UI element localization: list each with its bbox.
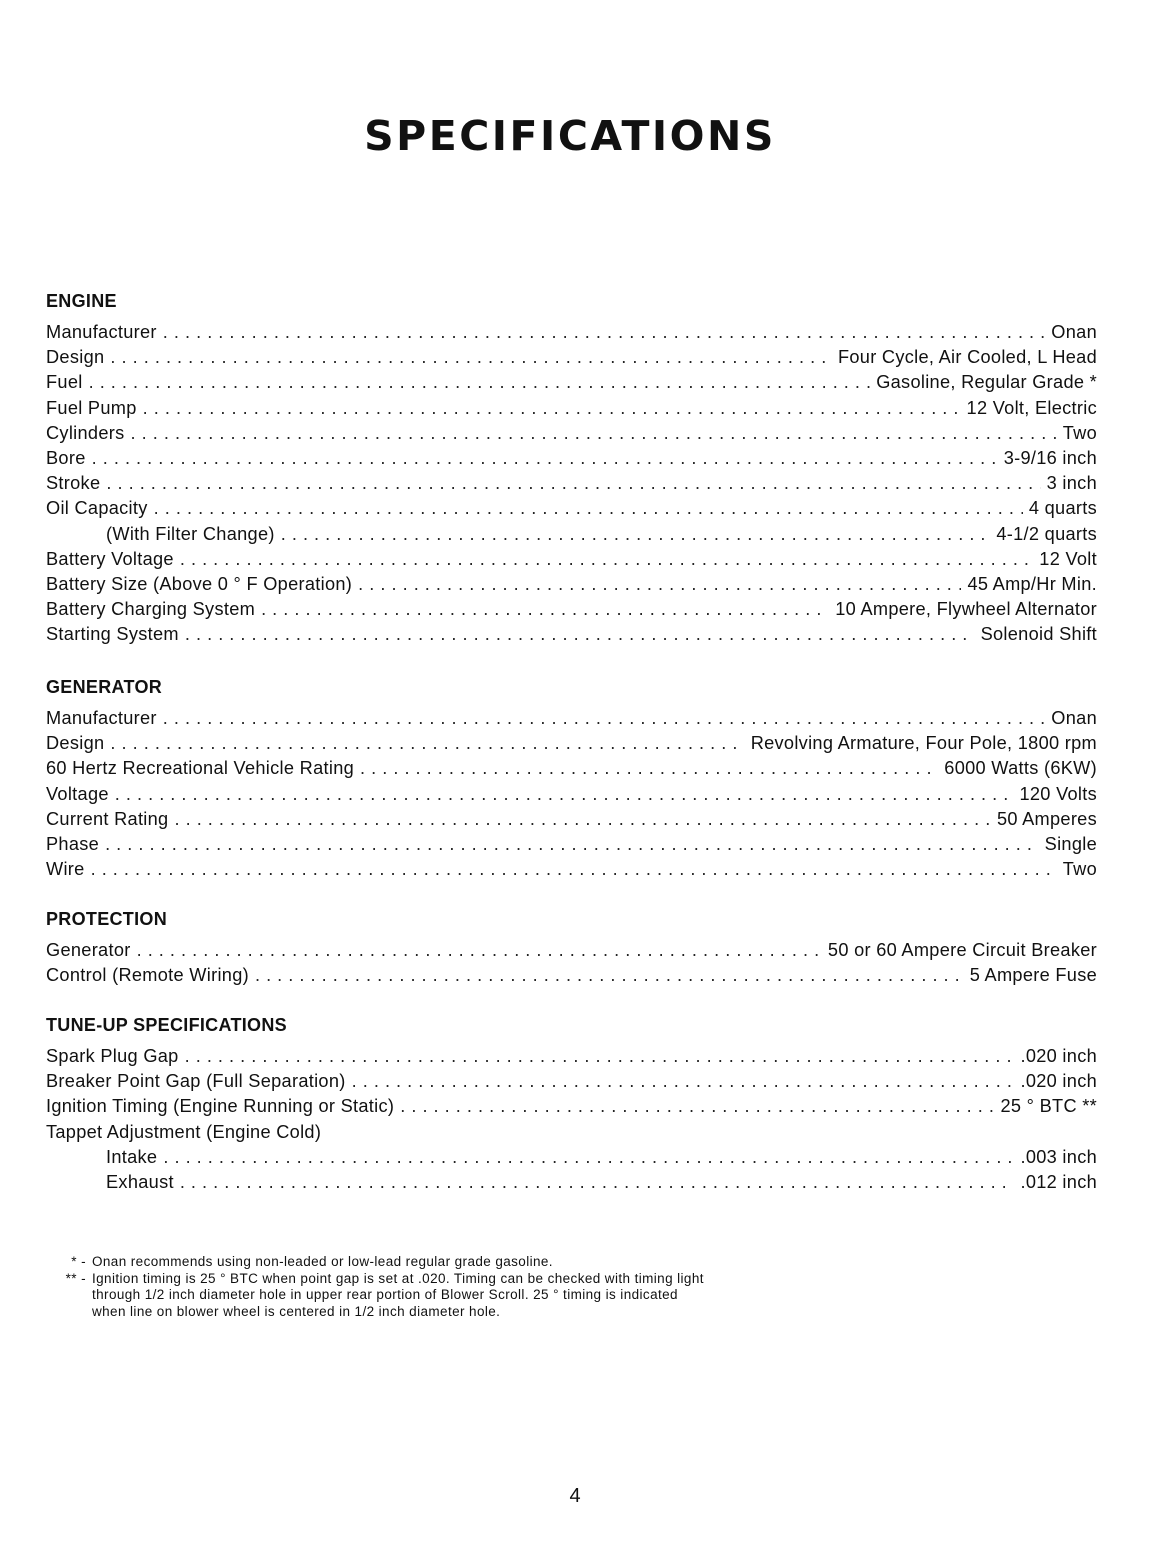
spec-row [46, 471, 1097, 496]
footnotes [46, 1254, 866, 1320]
footnote-text: Ignition timing is 25 ° BTC when point gap is set at .020. Timing can be checked with timing light through 1/2 inch diameter hole in upper rear portion of Blower Scroll. 25 ° timing is indicated when line on blower wheel is centered in 1/2 inch diameter hole. [92, 1270, 704, 1319]
spec-value: .020 inch [1020, 1046, 1097, 1066]
spec-value: Revolving Armature, Four Pole, 1800 rpm [750, 733, 1097, 754]
spec-row [46, 421, 1097, 446]
spec-value: 6000 Watts (6KW) [944, 758, 1097, 779]
dot-leader [115, 782, 1014, 807]
spec-row [46, 756, 1097, 781]
spec-label: Intake [106, 1146, 158, 1167]
spec-row [46, 597, 1097, 622]
page-number: 4 [569, 1485, 581, 1507]
footnote [46, 1254, 866, 1271]
spec-value: 3 inch [1046, 473, 1097, 494]
spec-row [46, 731, 1097, 756]
spec-row [46, 320, 1097, 345]
spec-label: Breaker Point Gap (Full Separation) [46, 1071, 346, 1092]
spec-label: Wire [46, 859, 85, 880]
spec-value: .003 inch [1020, 1146, 1097, 1167]
spec-value: 12 Volt, Electric [966, 397, 1097, 418]
spec-value: Onan [1051, 708, 1097, 728]
spec-label: Stroke [46, 473, 101, 494]
dot-leader [163, 320, 1046, 345]
spec-row [46, 572, 1097, 597]
tuneup-section [46, 1012, 1097, 1195]
spec-label: 60 Hertz Recreational Vehicle Rating [46, 758, 355, 779]
spec-row [46, 857, 1097, 882]
dot-leader [143, 396, 961, 421]
section-heading-protection: PROTECTION [46, 909, 168, 929]
section-heading-tuneup: TUNE-UP SPECIFICATIONS [46, 1015, 287, 1035]
spec-label: Current Rating [46, 808, 169, 829]
spec-row [46, 963, 1097, 988]
dot-leader [137, 938, 822, 963]
section-heading-generator: GENERATOR [46, 677, 163, 697]
spec-label: Spark Plug Gap [46, 1046, 179, 1066]
spec-value: 25 ° BTC ** [1000, 1096, 1097, 1117]
spec-label: Design [46, 733, 105, 754]
spec-label: Design [46, 347, 105, 368]
dot-leader [163, 706, 1046, 731]
spec-label: (With Filter Change) [106, 523, 275, 544]
footnote [46, 1271, 866, 1321]
dot-leader [185, 1044, 1015, 1069]
spec-label: Manufacturer [46, 708, 157, 728]
dot-leader [255, 963, 964, 988]
dot-leader [106, 471, 1040, 496]
dot-leader [400, 1094, 994, 1119]
generator-section [46, 674, 1097, 882]
page-title: SPECIFICATIONS [364, 112, 776, 160]
spec-row [46, 832, 1097, 857]
spec-value: 4-1/2 quarts [996, 523, 1097, 544]
spec-value: 10 Ampere, Flywheel Alternator [835, 599, 1097, 620]
dot-leader [261, 597, 829, 622]
spec-row [46, 1044, 1097, 1069]
spec-row [46, 345, 1097, 370]
spec-value: Two [1062, 859, 1097, 880]
spec-value: .020 inch [1020, 1071, 1097, 1092]
spec-label: Ignition Timing (Engine Running or Static) [46, 1096, 395, 1117]
spec-value: Onan [1051, 322, 1097, 342]
spec-label: Fuel [46, 372, 83, 393]
dot-leader [110, 345, 832, 370]
spec-row [46, 1145, 1097, 1170]
spec-value: 4 quarts [1028, 498, 1097, 519]
dot-leader [154, 496, 1023, 521]
dot-leader [358, 572, 961, 597]
dot-leader [92, 446, 998, 471]
spec-row [46, 706, 1097, 731]
spec-label: Manufacturer [46, 322, 157, 342]
dot-leader [89, 370, 871, 395]
spec-row [46, 782, 1097, 807]
spec-value: 3-9/16 inch [1003, 447, 1097, 468]
spec-row [46, 522, 1097, 547]
spec-label: Battery Voltage [46, 548, 174, 569]
footnote-mark: ** - [65, 1270, 86, 1286]
dot-leader [185, 622, 975, 647]
dot-leader [91, 857, 1057, 882]
spec-label: Phase [46, 833, 100, 854]
spec-value: .012 inch [1020, 1171, 1097, 1192]
spec-label: Bore [46, 447, 86, 468]
spec-label: Oil Capacity [46, 498, 148, 519]
spec-value: Two [1062, 422, 1097, 443]
spec-value: 12 Volt [1039, 548, 1097, 569]
spec-value: Gasoline, Regular Grade * [876, 372, 1097, 393]
section-heading-engine: ENGINE [46, 291, 117, 311]
spec-row [46, 622, 1097, 647]
dot-leader [360, 756, 938, 781]
spec-label: Voltage [46, 783, 109, 804]
spec-label: Exhaust [106, 1171, 174, 1192]
spec-row [46, 1094, 1097, 1119]
spec-label: Battery Size (Above 0 ° F Operation) [46, 573, 353, 594]
dot-leader [281, 522, 991, 547]
spec-value: 50 or 60 Ampere Circuit Breaker [827, 940, 1097, 960]
spec-value: 45 Amp/Hr Min. [967, 573, 1097, 594]
spec-label: Control (Remote Wiring) [46, 965, 249, 986]
spec-row [46, 1120, 1097, 1145]
footnote-mark: * - [71, 1254, 86, 1269]
spec-value: Single [1044, 833, 1097, 854]
spec-value: 120 Volts [1019, 783, 1097, 804]
dot-leader [131, 421, 1057, 446]
dot-leader [180, 1170, 1015, 1195]
spec-row [46, 496, 1097, 521]
dot-leader [110, 731, 744, 756]
spec-row [46, 547, 1097, 572]
spec-row [46, 1170, 1097, 1195]
spec-row [46, 807, 1097, 832]
dot-leader [105, 832, 1039, 857]
spec-row [46, 1069, 1097, 1094]
spec-value: 50 Amperes [996, 808, 1097, 829]
spec-value: Solenoid Shift [980, 624, 1097, 645]
spec-label: Battery Charging System [46, 599, 256, 620]
spec-label: Generator [46, 940, 131, 960]
engine-section [46, 288, 1097, 647]
spec-value: Four Cycle, Air Cooled, L Head [837, 347, 1097, 368]
spec-label: Cylinders [46, 422, 125, 443]
footnote-text: Onan recommends using non-leaded or low-lead regular grade gasoline. [92, 1254, 553, 1269]
spec-value: 5 Ampere Fuse [969, 965, 1097, 986]
dot-leader [352, 1069, 1015, 1094]
dot-leader [180, 547, 1033, 572]
spec-row [46, 446, 1097, 471]
spec-row [46, 396, 1097, 421]
spec-label: Fuel Pump [46, 397, 137, 418]
dot-leader [163, 1145, 1014, 1170]
spec-label: Starting System [46, 624, 179, 645]
spec-row [46, 370, 1097, 395]
spec-row [46, 938, 1097, 963]
protection-section [46, 906, 1097, 988]
spec-label: Tappet Adjustment (Engine Cold) [46, 1121, 322, 1142]
dot-leader [174, 807, 990, 832]
